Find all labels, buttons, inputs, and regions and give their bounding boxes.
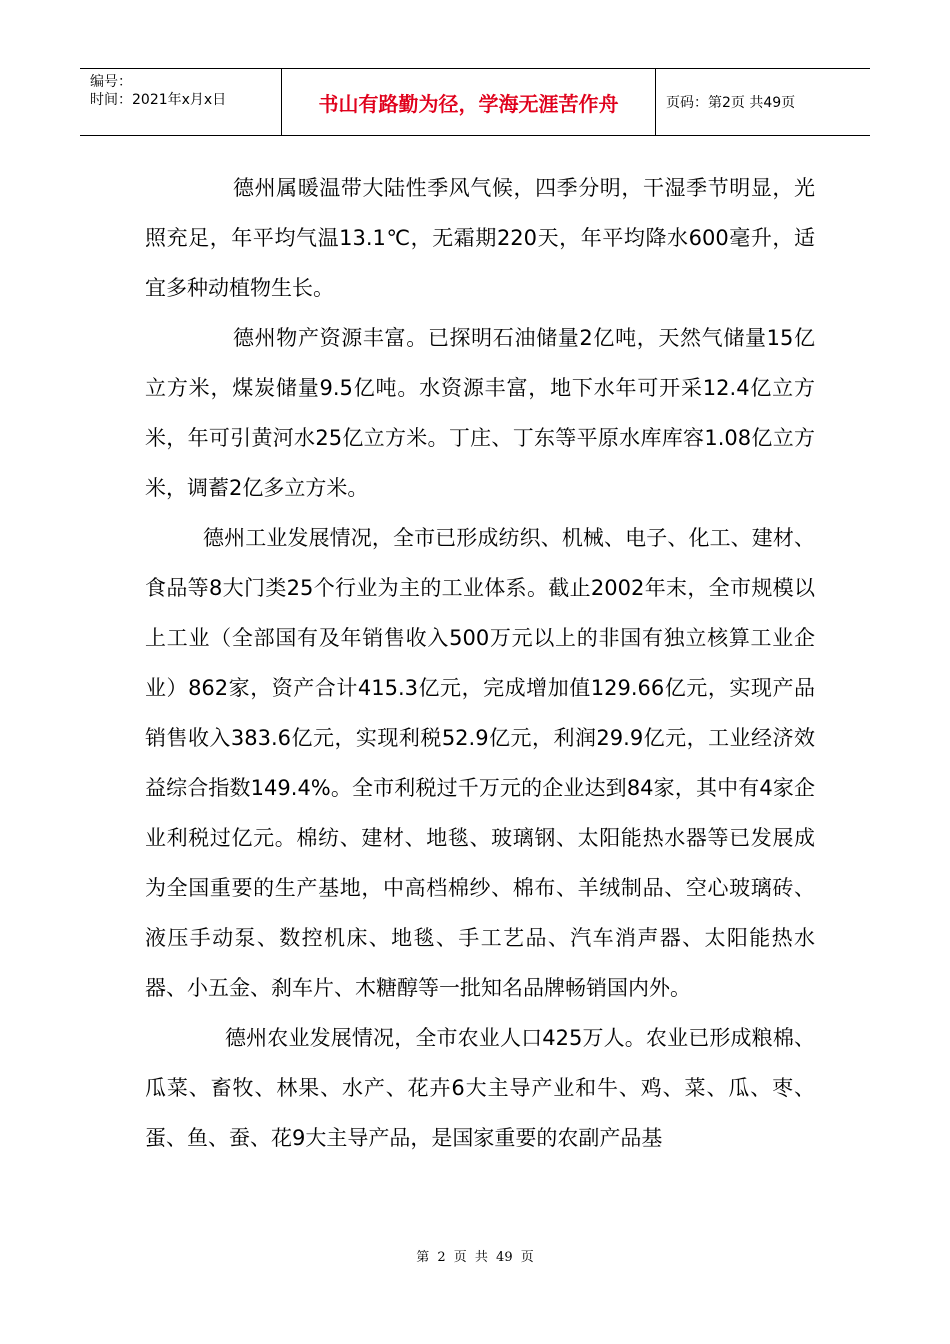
document-header [80,68,870,136]
document-time-label: 时间：2021年x月x日 [90,92,227,108]
document-body [145,163,815,1163]
header-motto: 书山有路勤为径，学海无涯苦作舟 [282,69,656,135]
paragraph-agriculture: 德州农业发展情况，全市农业人口425万人。农业已形成粮棉、瓜菜、畜牧、林果、水产、花卉6大主导产业和牛、鸡、菜、瓜、枣、蛋、鱼、蚕、花9大主导产品，是国家重要的农副产品基 [145,1026,815,1150]
paragraph-resources: 德州物产资源丰富。已探明石油储量2亿吨，天然气储量15亿立方米，煤炭储量9.5亿吨。水资源丰富，地下水年可开采12.4亿立方米，年可引黄河水25亿立方米。丁庄、丁东等平原水库库容1.08亿立方米，调蓄2亿多立方米。 [145,326,815,500]
header-meta-cell [80,69,282,135]
document-number-label: 编号： [90,74,132,90]
page-footer: 第 2 页 共 49 页 [416,1250,534,1265]
paragraph-climate: 德州属暖温带大陆性季风气候，四季分明，干湿季节明显，光照充足，年平均气温13.1℃，无霜期220天，年平均降水600毫升，适宜多种动植物生长。 [145,176,815,300]
paragraph-industry: 德州工业发展情况，全市已形成纺织、机械、电子、化工、建材、食品等8大门类25个行业为主的工业体系。截止2002年末，全市规模以上工业（全部国有及年销售收入500万元以上的非国有独立核算工业企业）862家，资产合计415.3亿元，完成增加值129.66亿元，实现产品销售收入383.6亿元，实现利税52.9亿元，利润29.9亿元，工业经济效益综合指数149.4%。全市利税过千万元的企业达到84家，其中有4家企业利税过亿元。棉纺、建材、地毯、玻璃钢、太阳能热水器等已发展成为全国重要的生产基地，中高档棉纱、棉布、羊绒制品、空心玻璃砖、液压手动泵、数控机床、地毯、手工艺品、汽车消声器、太阳能热水器、小五金、刹车片、木糖醇等一批知名品牌畅销国内外。 [145,526,815,1000]
header-page-info: 页码：第2页 共49页 [666,95,796,111]
